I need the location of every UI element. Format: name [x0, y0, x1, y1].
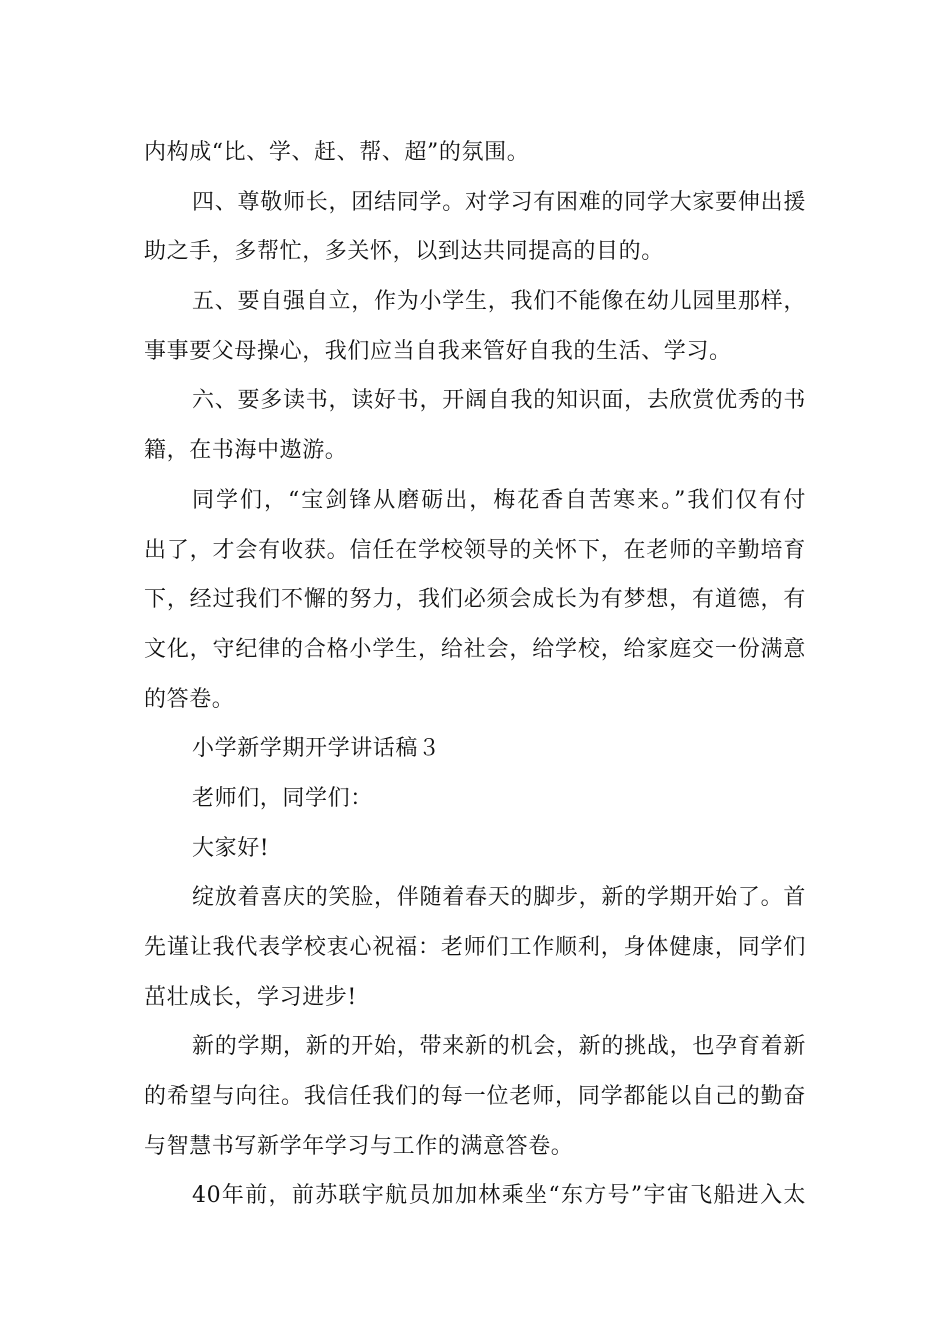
text-line: 出了，才会有收获。信任在学校领导的关怀下，在老师的辛勤培育 — [144, 537, 806, 563]
text-line: 事事要父母操心，我们应当自我来管好自我的生活、学习。 — [144, 338, 732, 364]
text-line: 四、尊敬师长，团结同学。对学习有困难的同学大家要伸出援 — [192, 189, 806, 215]
text-line: 与智慧书写新学年学习与工作的满意答卷。 — [144, 1133, 574, 1159]
text-line: 五、要自强自立，作为小学生，我们不能像在幼儿园里那样， — [192, 289, 806, 315]
text-line: 文化，守纪律的合格小学生，给社会，给学校，给家庭交一份满意 — [144, 636, 806, 662]
text-line: 40年前，前苏联宇航员加加林乘坐“东方号”宇宙飞船进入太 — [192, 1183, 806, 1209]
text-line: 籍，在书海中遨游。 — [144, 438, 348, 464]
text-line: 助之手，多帮忙，多关怀，以到达共同提高的目的。 — [144, 239, 664, 265]
text-line: 先谨让我代表学校衷心祝福：老师们工作顺利，身体健康，同学们 — [144, 935, 806, 960]
text-line: 绽放着喜庆的笑脸，伴随着春天的脚步，新的学期开始了。首 — [192, 885, 806, 911]
text-line: 下，经过我们不懈的努力，我们必须会成长为有梦想，有道德，有 — [144, 587, 806, 613]
text-line: 六、要多读书，读好书，开阔自我的知识面，去欣赏优秀的书 — [192, 388, 806, 414]
text-line: 内构成“比、学、赶、帮、超”的氛围。 — [144, 140, 530, 165]
text-line: 同学们，“宝剑锋从磨砺出，梅花香自苦寒来。”我们仅有付 — [192, 487, 806, 513]
text-line: 的希望与向往。我信任我们的每一位老师，同学都能以自己的勤奋 — [144, 1084, 806, 1110]
section-heading: 小学新学期开学讲话稿３ — [192, 736, 441, 762]
document-body — [144, 128, 806, 1221]
text-line: 新的学期，新的开始，带来新的机会，新的挑战，也孕育着新 — [192, 1034, 806, 1060]
text-line: 的答卷。 — [144, 686, 235, 712]
text-line: 茁壮成长，学习进步! — [144, 984, 357, 1010]
salutation: 老师们，同学们： — [192, 785, 373, 811]
greeting: 大家好! — [192, 835, 270, 861]
